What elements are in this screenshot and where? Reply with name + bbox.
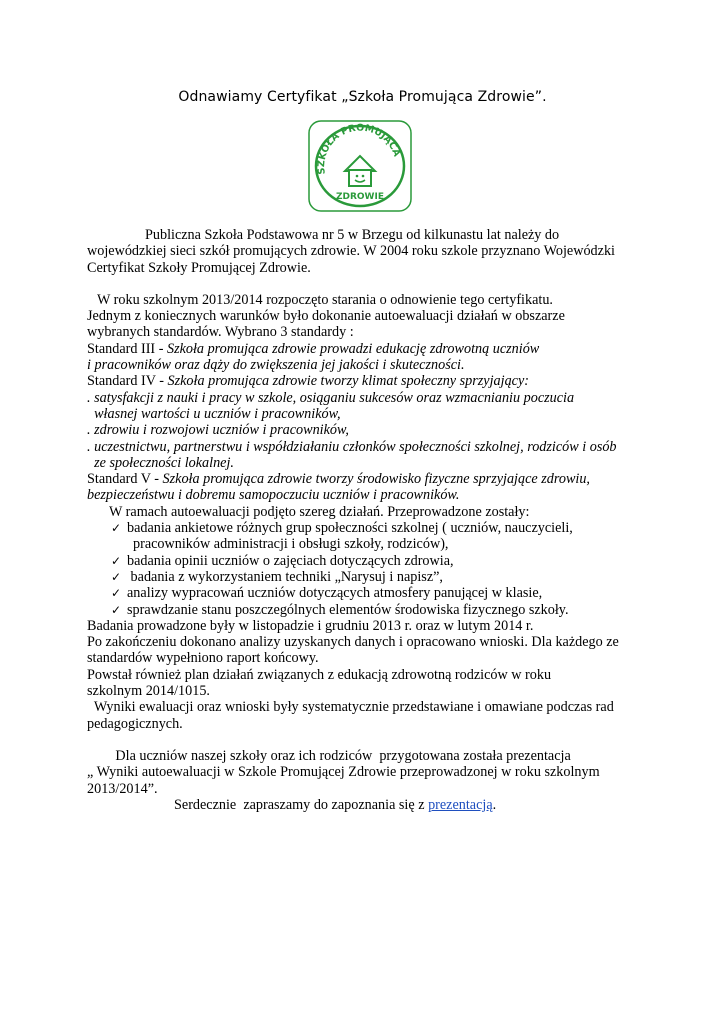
para3-line: Wyniki ewaluacji oraz wnioski były systematycznie przedstawiane i omawiane podczas rad <box>87 699 614 716</box>
para3-line: Powstał również plan działań związanych z edukacją zdrowotną rodziców w roku <box>87 666 552 683</box>
logo-text-top: SZKOŁA PROMUJĄCA <box>316 122 403 176</box>
para3-line: Po zakończeniu dokonano analizy uzyskanych danych i opracowano wnioski. Dla każdego ze <box>87 634 619 651</box>
para2-line-2: Jednym z koniecznych warunków było dokonanie autoewaluacji działań w obszarze <box>87 308 565 325</box>
logo-text-bottom: ZDROWIE <box>335 192 385 202</box>
checklist-item-cont: pracowników administracji i obsługi szkoły, rodziców), <box>133 536 449 553</box>
standard-4: Standard IV - Szkoła promująca zdrowie tworzy klimat społeczny sprzyjający: <box>87 373 529 390</box>
standard-4-item: . satysfakcji z nauki i pracy w szkole, osiąganiu sukcesów oraz wzmacnianiu poczucia <box>87 389 575 406</box>
para2-line-1: W roku szkolnym 2013/2014 rozpoczęto starania o odnowienie tego certyfikatu. <box>97 291 553 308</box>
para3-line: pedagogicznych. <box>87 715 183 732</box>
check-icon: ✓ <box>111 521 122 536</box>
check-icon: ✓ <box>111 553 122 568</box>
check-icon: ✓ <box>111 569 122 584</box>
checklist-item: ✓ badania z wykorzystaniem techniki „Narysuj i napisz”, <box>111 568 443 585</box>
actions-intro: W ramach autoewaluacji podjęto szereg działań. Przeprowadzone zostały: <box>109 503 530 520</box>
standard-3-cont: i pracowników oraz dąży do zwiększenia jej jakości i skuteczności. <box>87 357 465 374</box>
checklist-item: ✓ analizy wypracowań uczniów dotyczących atmosfery panującej w klasie, <box>111 585 543 602</box>
checklist-item: ✓ sprawdzanie stanu poszczególnych elementów środowiska fizycznego szkoły. <box>111 601 569 618</box>
standard-3: Standard III - Szkoła promująca zdrowie prowadzi edukację zdrowotną uczniów <box>87 340 540 357</box>
intro-line-2: wojewódzkiej sieci szkół promujących zdrowie. W 2004 roku szkole przyznano Wojewódzki <box>87 243 615 260</box>
standard-5-cont: bezpieczeństwu i dobremu samopoczuciu uczniów i pracowników. <box>87 487 460 504</box>
para3-line: Badania prowadzone były w listopadzie i grudniu 2013 r. oraz w lutym 2014 r. <box>87 617 534 634</box>
checklist-item: ✓ badania ankietowe różnych grup społeczności szkolnej ( uczniów, nauczycieli, <box>111 520 573 537</box>
standard-4-item: . uczestnictwu, partnerstwu i współdziałaniu członków społeczności szkolnej, rodziców i osób <box>87 438 617 455</box>
standard-4-item: . zdrowiu i rozwojowi uczniów i pracowników, <box>87 422 349 439</box>
para2-line-3: wybranych standardów. Wybrano 3 standardy : <box>87 324 354 341</box>
para4-line: Dla uczniów naszej szkoły oraz ich rodziców przygotowana została prezentacja <box>87 747 571 764</box>
check-icon: ✓ <box>111 586 122 601</box>
check-icon: ✓ <box>111 602 122 617</box>
standard-4-item: ze społeczności lokalnej. <box>87 454 234 471</box>
closing-line: Serdecznie zapraszamy do zapoznania się z prezentacją. <box>174 796 497 813</box>
presentation-link[interactable]: prezentacją <box>428 796 493 813</box>
school-logo <box>307 119 413 213</box>
para3-line: szkolnym 2014/1015. <box>87 683 210 700</box>
intro-line-3: Certyfikat Szkoły Promującej Zdrowie. <box>87 259 311 276</box>
standard-4-item: własnej wartości u uczniów i pracowników, <box>87 405 341 422</box>
para3-line: standardów wypełniono raport końcowy. <box>87 650 319 667</box>
para4-line: „ Wyniki autoewaluacji w Szkole Promującej Zdrowie przeprowadzonej w roku szkolnym <box>87 764 600 781</box>
intro-line-1: Publiczna Szkoła Podstawowa nr 5 w Brzegu od kilkunastu lat należy do <box>145 227 560 243</box>
standard-5: Standard V - Szkoła promująca zdrowie tworzy środowisko fizyczne sprzyjające zdrowiu, <box>87 471 590 488</box>
checklist-item: ✓ badania opinii uczniów o zajęciach dotyczących zdrowia, <box>111 552 454 569</box>
para4-line: 2013/2014”. <box>87 780 158 797</box>
document-body <box>87 227 647 813</box>
page-title: Odnawiamy Certyfikat „Szkoła Promująca Zdrowie”. <box>178 89 547 105</box>
